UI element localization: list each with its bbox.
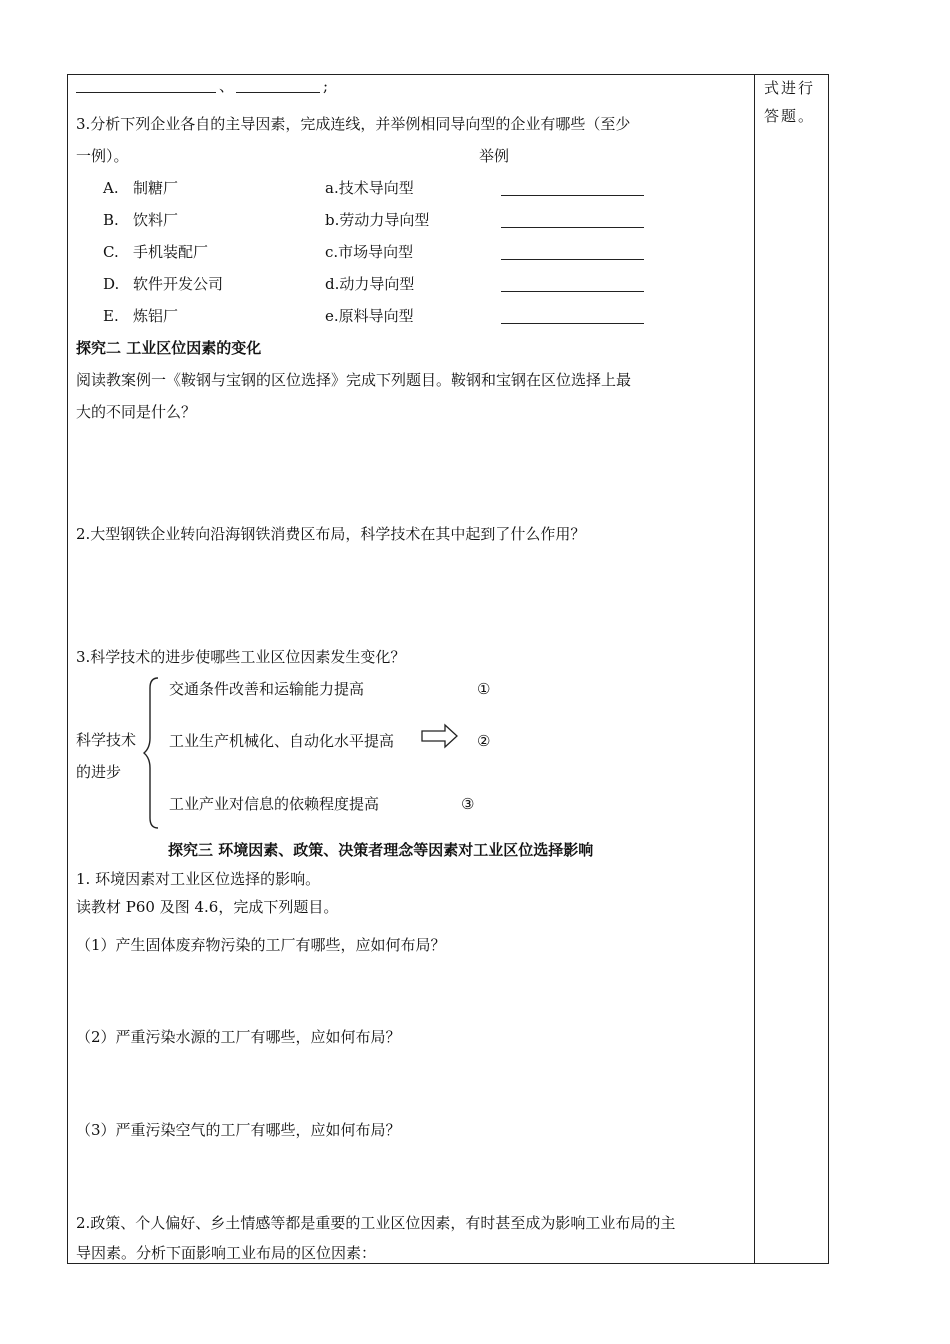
example-header: 举例 bbox=[479, 147, 510, 165]
paragraph: 2.政策、个人偏好、乡土情感等都是重要的工业区位因素，有时甚至成为影响工业布局的主 bbox=[76, 1214, 676, 1232]
example-blank bbox=[501, 227, 644, 228]
diagram-root-label: 科学技术 bbox=[76, 731, 137, 749]
curly-brace bbox=[144, 676, 164, 830]
sub-question: （2）严重污染水源的工厂有哪些，应如何布局？ bbox=[76, 1028, 401, 1046]
question-text: 阅读教案例一《鞍钢与宝钢的区位选择》完成下列题目。鞍钢和宝钢在区位选择上最 bbox=[76, 371, 632, 389]
section-title: 探究三 环境因素、政策、决策者理念等因素对工业区位选择影响 bbox=[168, 841, 594, 859]
fill-blank bbox=[236, 92, 320, 93]
orientation-type: c.市场导向型 bbox=[325, 243, 414, 261]
fill-blank bbox=[76, 92, 216, 93]
item-number: ① bbox=[477, 680, 491, 698]
line-end: ; bbox=[323, 77, 329, 95]
paragraph: 导因素。分析下面影响工业布局的区位因素： bbox=[76, 1244, 377, 1262]
column-divider bbox=[754, 74, 755, 1264]
side-note: 式进行答题。 bbox=[764, 79, 816, 125]
item-number: ② bbox=[477, 732, 491, 750]
diagram-item: 交通条件改善和运输能力提高 bbox=[169, 680, 365, 698]
question-text: 大的不同是什么？ bbox=[76, 403, 197, 421]
orientation-type: e.原料导向型 bbox=[325, 307, 414, 325]
paragraph: 读教材 P60 及图 4.6，完成下列题目。 bbox=[76, 898, 339, 916]
enterprise-name: 饮料厂 bbox=[133, 211, 179, 229]
sub-question: （1）产生固体废弃物污染的工厂有哪些，应如何布局？ bbox=[76, 936, 446, 954]
diagram-root-label: 的进步 bbox=[76, 763, 122, 781]
item-number: ③ bbox=[461, 795, 475, 813]
orientation-type: b.劳动力导向型 bbox=[325, 211, 430, 229]
hollow-arrow-icon bbox=[421, 724, 459, 748]
question-text: 3.科学技术的进步使哪些工业区位因素发生变化？ bbox=[76, 648, 406, 666]
example-blank bbox=[501, 195, 644, 196]
paragraph: 1. 环境因素对工业区位选择的影响。 bbox=[76, 870, 321, 888]
enterprise-name: 手机装配厂 bbox=[133, 243, 209, 261]
enterprise-name: 制糖厂 bbox=[133, 179, 179, 197]
row-letter: C. bbox=[103, 243, 119, 261]
example-blank bbox=[501, 291, 644, 292]
enterprise-name: 软件开发公司 bbox=[133, 275, 224, 293]
question-text: 一例）。 bbox=[76, 147, 129, 165]
diagram-item: 工业产业对信息的依赖程度提高 bbox=[169, 795, 380, 813]
section-title: 探究二 工业区位因素的变化 bbox=[76, 339, 262, 357]
orientation-type: d.动力导向型 bbox=[325, 275, 415, 293]
row-letter: D. bbox=[103, 275, 120, 293]
enterprise-name: 炼铝厂 bbox=[133, 307, 179, 325]
diagram-item: 工业生产机械化、自动化水平提高 bbox=[169, 732, 395, 750]
sub-question: （3）严重污染空气的工厂有哪些，应如何布局？ bbox=[76, 1121, 401, 1139]
separator: 、 bbox=[219, 77, 235, 95]
question-text: 3.分析下列企业各自的主导因素，完成连线，并举例相同导向型的企业有哪些（至少 bbox=[76, 115, 631, 133]
orientation-type: a.技术导向型 bbox=[325, 179, 414, 197]
row-letter: B. bbox=[103, 211, 119, 229]
example-blank bbox=[501, 259, 644, 260]
row-letter: A. bbox=[103, 179, 119, 197]
question-text: 2.大型钢铁企业转向沿海钢铁消费区布局，科学技术在其中起到了什么作用？ bbox=[76, 525, 586, 543]
example-blank bbox=[501, 323, 644, 324]
row-letter: E. bbox=[103, 307, 119, 325]
